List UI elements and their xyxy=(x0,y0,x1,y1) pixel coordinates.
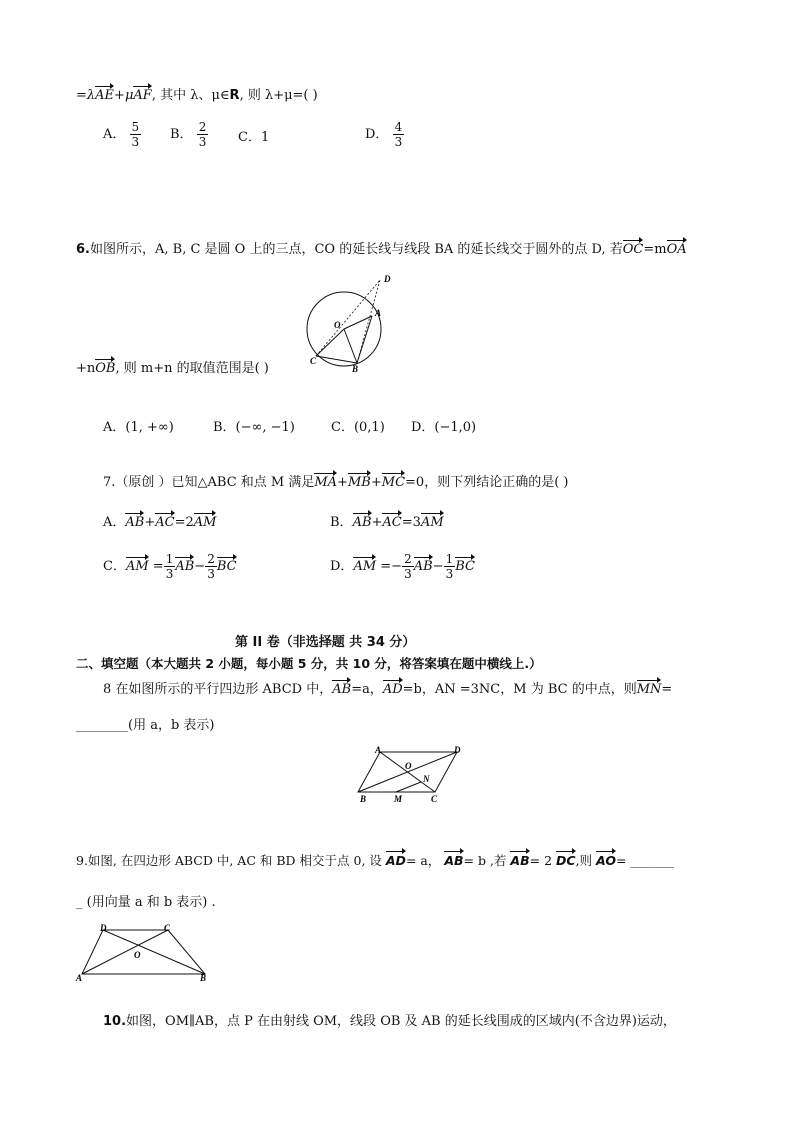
q6-stem-continued: +nOB, 则 m+n 的取值范围是( ) xyxy=(76,361,269,376)
svg-text:C: C xyxy=(164,923,171,933)
vector-af: AF xyxy=(133,88,152,103)
svg-text:N: N xyxy=(423,774,430,784)
q9-stem: 9.如图, 在四边形 ABCD 中, AC 和 BD 相交于点 0, 设 AD= a， AB= b ,若 AB= 2 DC,则 AO= _______ xyxy=(76,853,675,868)
q7-option-b[interactable]: B．AB+AC=3AM xyxy=(330,515,444,530)
q5-option-c[interactable]: C．1 xyxy=(238,130,270,145)
volume-title: 第 II 卷（非选择题 共 34 分） xyxy=(235,635,416,650)
svg-text:A: A xyxy=(375,745,382,755)
q5-option-a[interactable]: A． $\frac{5}{3}$ xyxy=(103,120,140,149)
vector-ae: AE xyxy=(95,88,115,103)
q10-stem: 10.如图，OM∥AB，点 P 在由射线 OM，线段 OB 及 AB 的延长线围成的区域内(不含边界)运动， xyxy=(103,1014,676,1029)
q8-answer-line[interactable]: ________(用 a，b 表示) xyxy=(76,718,215,733)
fraction: $\frac{4}{3}$ xyxy=(394,120,403,149)
q6-option-c[interactable]: C．(0,1) xyxy=(331,420,385,435)
vector-ob: OB xyxy=(95,361,116,376)
vector-ad: AD xyxy=(382,682,403,697)
q7-stem: 7.（原创 ）已知△ABC 和点 M 满足MA+MB+MC=0，则下列结论正确的是( ) xyxy=(103,475,569,490)
vector-oc: OC xyxy=(622,242,644,257)
q7-option-c[interactable]: C．AM = $\frac{1}{3}$ AB− $\frac{2}{3}$ BC xyxy=(103,552,237,581)
svg-text:D: D xyxy=(454,745,461,755)
q7-option-a[interactable]: A．AB+AC=2AM xyxy=(103,515,217,530)
q6-stem: 6.如图所示，A, B, C 是圆 O 上的三点，CO 的延长线与线段 BA 的延长线交于圆外的点 D, 若OC=mOA xyxy=(76,242,687,257)
q8-stem: 8 在如图所示的平行四边形 ABCD 中，AB=a，AD=b，AN =3NC，M 为 BC 的中点，则MN= xyxy=(103,682,673,697)
vector-mn: MN xyxy=(636,682,662,697)
vector-mb: MB xyxy=(347,475,371,490)
fraction: $\frac{5}{3}$ xyxy=(131,120,140,149)
svg-text:C: C xyxy=(431,794,438,804)
vector-ma: MA xyxy=(314,475,338,490)
q6-option-b[interactable]: B．(−∞, −1) xyxy=(213,420,295,435)
q7-option-d[interactable]: D．AM =− $\frac{2}{3}$ AB− $\frac{1}{3}$ BC xyxy=(330,552,475,581)
svg-text:B: B xyxy=(200,973,207,983)
label-a: A xyxy=(375,308,382,318)
label-b: B xyxy=(352,364,359,374)
q5-stem: =λAE+μAF, 其中 λ、μ∈R, 则 λ+μ=( ) xyxy=(76,88,318,103)
section-heading: 二、填空题（本大题共 2 小题，每小题 5 分，共 10 分，将答案填在题中横线上.） xyxy=(76,656,542,671)
svg-text:M: M xyxy=(394,794,403,804)
vector-oa: OA xyxy=(666,242,687,257)
q8-parallelogram-figure xyxy=(355,744,470,806)
svg-text:A: A xyxy=(76,973,83,983)
q6-option-d[interactable]: D．(−1,0) xyxy=(411,420,477,435)
fraction: $\frac{2}{3}$ xyxy=(198,120,207,149)
q5-option-b[interactable]: B． $\frac{2}{3}$ xyxy=(170,120,207,149)
q5-option-d[interactable]: D． $\frac{4}{3}$ xyxy=(365,120,403,149)
label-c: C xyxy=(310,356,317,366)
svg-text:B: B xyxy=(360,794,367,804)
q9-answer-line[interactable]: _ (用向量 a 和 b 表示) . xyxy=(76,895,216,910)
q9-quadrilateral-figure xyxy=(74,922,214,984)
label-o: O xyxy=(334,320,341,330)
svg-text:O: O xyxy=(134,950,141,960)
label-d: D xyxy=(384,274,391,284)
svg-text:O: O xyxy=(405,761,412,771)
vector-mc: MC xyxy=(381,475,406,490)
svg-text:D: D xyxy=(100,923,107,933)
vector-ab: AB xyxy=(332,682,352,697)
q6-circle-figure xyxy=(300,272,392,376)
q6-option-a[interactable]: A．(1, +∞) xyxy=(103,420,174,435)
